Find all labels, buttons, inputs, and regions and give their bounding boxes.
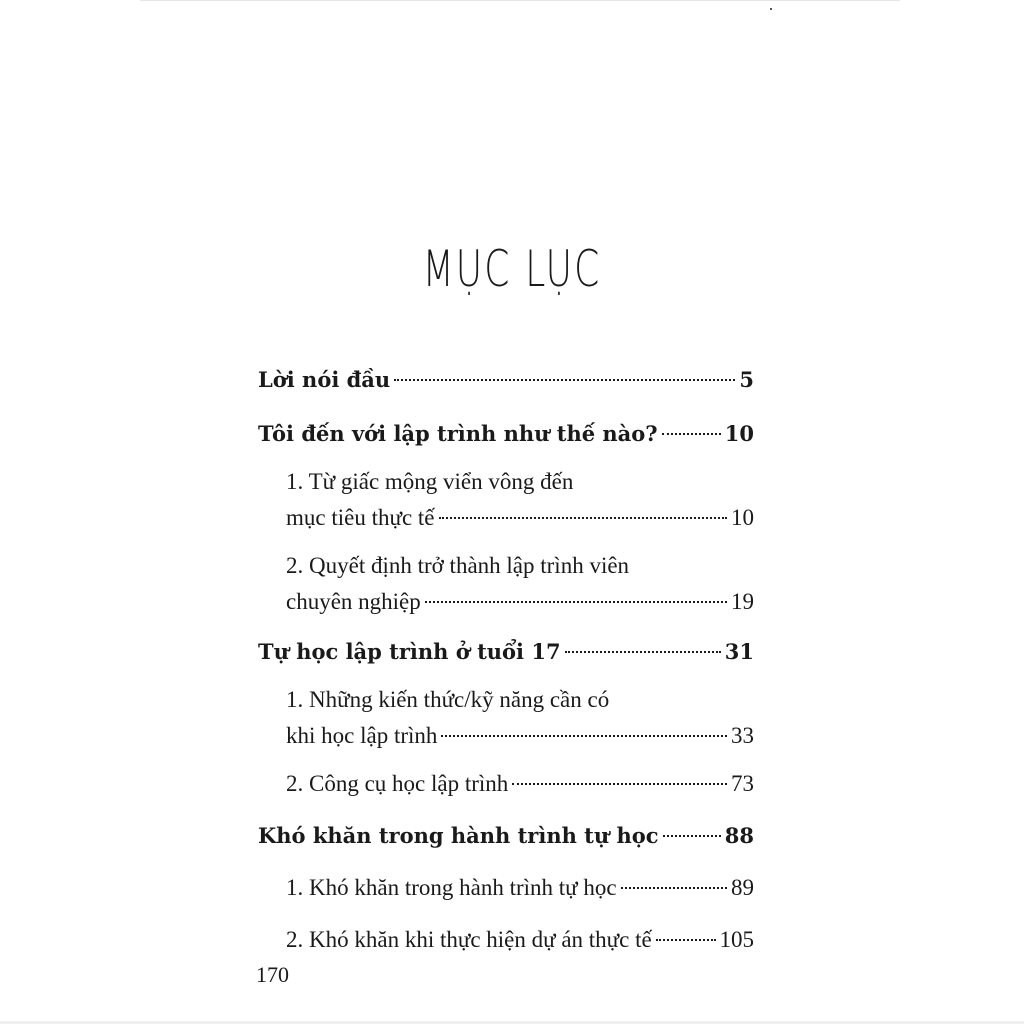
- toc-entry-title: Tự học lập trình ở tuổi 17: [258, 639, 561, 664]
- toc-line: [286, 584, 754, 620]
- toc-page-number: 33: [731, 723, 754, 748]
- toc-page-number: 31: [724, 639, 754, 664]
- toc-page-number: 105: [719, 927, 754, 952]
- toc-line: [286, 718, 754, 754]
- dot-leader: [621, 887, 727, 889]
- toc-entry-title: Lời nói đầu: [258, 367, 391, 392]
- toc-page-number: 88: [724, 823, 754, 848]
- toc-page-number: 10: [731, 505, 754, 530]
- top-edge-rule: [140, 0, 900, 1]
- toc-line: [258, 416, 754, 452]
- toc-page-number: 5: [739, 367, 754, 392]
- toc-entry-section-3-2: [286, 922, 754, 958]
- toc-line-first: 2. Quyết định trở thành lập trình viên: [286, 553, 630, 578]
- toc-line: [286, 870, 754, 906]
- toc-entry-title: 2. Công cụ học lập trình: [286, 771, 509, 796]
- page-title: MỤC LỤC: [422, 240, 602, 298]
- dot-leader: [662, 433, 721, 435]
- dot-leader: [512, 783, 727, 785]
- toc-entry-chapter-1: [258, 416, 754, 452]
- dot-leader: [394, 379, 735, 381]
- toc-line-first: 1. Những kiến thức/kỹ năng cần có: [286, 687, 610, 712]
- dot-leader: [439, 517, 727, 519]
- toc-entry-section-2-2: [286, 766, 754, 802]
- toc-line: [258, 818, 754, 854]
- page-number: 170: [256, 962, 289, 987]
- toc-entry-title: khi học lập trình: [286, 723, 438, 748]
- dot-leader: [565, 651, 721, 653]
- toc-entry-section-3-1: [286, 870, 754, 906]
- toc-entry-title: Khó khăn trong hành trình tự học: [258, 823, 659, 848]
- toc-page-number: 19: [731, 589, 754, 614]
- toc-page-number: 73: [731, 771, 754, 796]
- toc-line: [258, 362, 754, 398]
- dot-leader: [441, 735, 727, 737]
- toc-entry-title: Tôi đến với lập trình như thế nào?: [258, 421, 658, 446]
- toc-entry-title: 1. Khó khăn trong hành trình tự học: [286, 875, 617, 900]
- toc-entry-preface: [258, 362, 754, 398]
- toc-entry-section-1-1: [286, 464, 754, 536]
- toc-entry-title: chuyên nghiệp: [286, 589, 421, 614]
- dot-leader: [425, 601, 727, 603]
- dot-leader: [656, 939, 716, 941]
- print-mark: [770, 8, 772, 10]
- toc-line: [286, 922, 754, 958]
- toc-line-first: 1. Từ giấc mộng viển vông đến: [286, 469, 574, 494]
- toc-entry-title: 2. Khó khăn khi thực hiện dự án thực tế: [286, 927, 652, 952]
- dot-leader: [663, 835, 721, 837]
- toc-line: [258, 634, 754, 670]
- toc-page-number: 89: [731, 875, 754, 900]
- toc-line: [286, 500, 754, 536]
- toc-line: [286, 766, 754, 802]
- toc-entry-section-2-1: [286, 682, 754, 754]
- toc-entry-chapter-3: [258, 818, 754, 854]
- toc-entry-chapter-2: [258, 634, 754, 670]
- toc-entry-section-1-2: [286, 548, 754, 620]
- toc-entry-title: mục tiêu thực tế: [286, 505, 435, 530]
- toc-page-number: 10: [724, 421, 754, 446]
